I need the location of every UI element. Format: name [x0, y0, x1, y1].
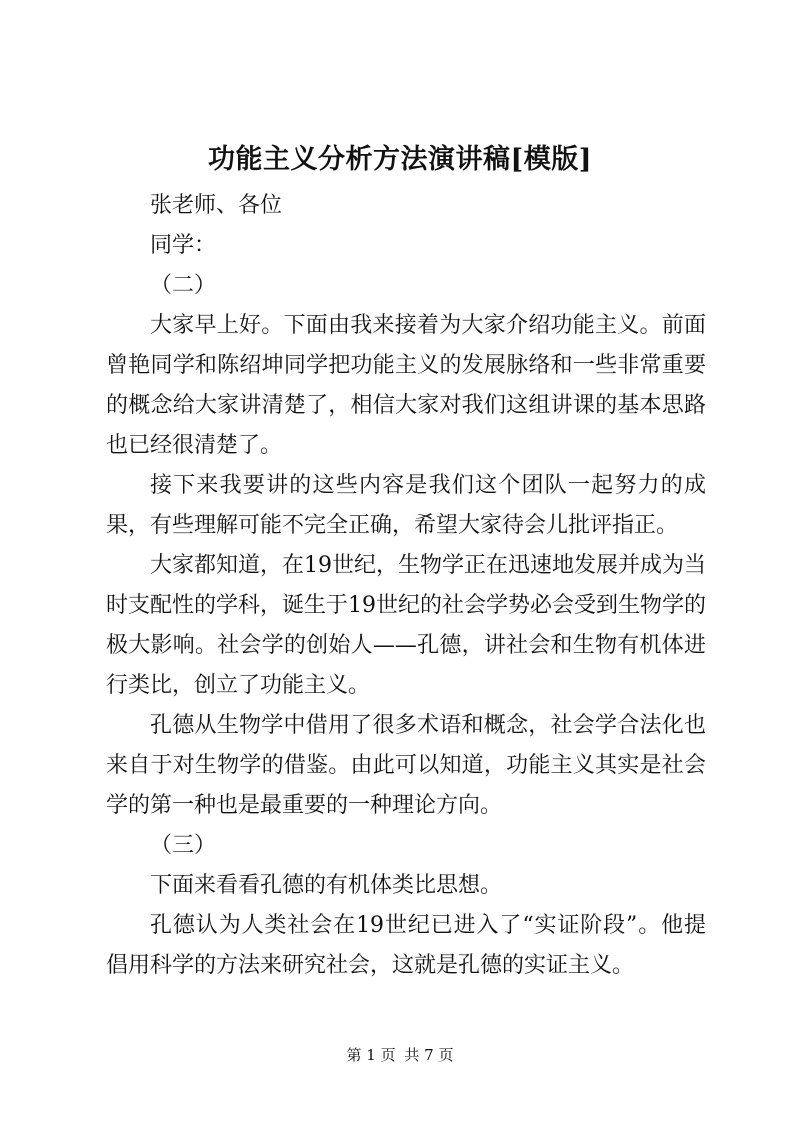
paragraph-6: 孔德从生物学中借用了很多术语和概念，社会学合法化也来自于对生物学的借鉴。由此可以知道，功能主义其实是社会学的第一种也是最重要的一种理论方向。 — [106, 713, 706, 818]
paragraph-3: 大家早上好。下面由我来接着为大家介绍功能主义。前面曾艳同学和陈绍坤同学把功能主义的发展脉络和一些非常重要的概念给大家讲清楚了，相信大家对我们这组讲课的基本思路也已经很清楚了。 — [106, 313, 706, 458]
paragraph-2: 同学： — [150, 233, 217, 258]
paragraph-5: 大家都知道，在19世纪，生物学正在迅速地发展并成为当时支配性的学科，诞生于19世纪的社会学势必会受到生物学的极大影响。社会学的创始人——孔德，讲社会和生物有机体进行类比，创立了功能主义。 — [106, 553, 706, 698]
paragraph-4: 接下来我要讲的这些内容是我们这个团队一起努力的成果，有些理解可能不完全正确，希望大家待会儿批评指正。 — [106, 473, 706, 538]
page-number: 第 1 页 — [346, 1046, 396, 1064]
document-body — [106, 186, 706, 986]
section-marker-3: （三） — [150, 833, 217, 858]
page-total: 共 7 页 — [404, 1046, 454, 1064]
paragraph-8: 孔德认为人类社会在19世纪已进入了“实证阶段”。他提倡用科学的方法来研究社会，这就是孔德的实证主义。 — [106, 913, 706, 978]
paragraph-7: 下面来看看孔德的有机体类比思想。 — [150, 873, 503, 898]
document-title: 功能主义分析方法演讲稿[模版] — [207, 144, 593, 175]
page-footer — [0, 1044, 800, 1066]
section-marker-2: （二） — [150, 273, 217, 298]
paragraph-1: 张老师、各位 — [150, 193, 283, 218]
